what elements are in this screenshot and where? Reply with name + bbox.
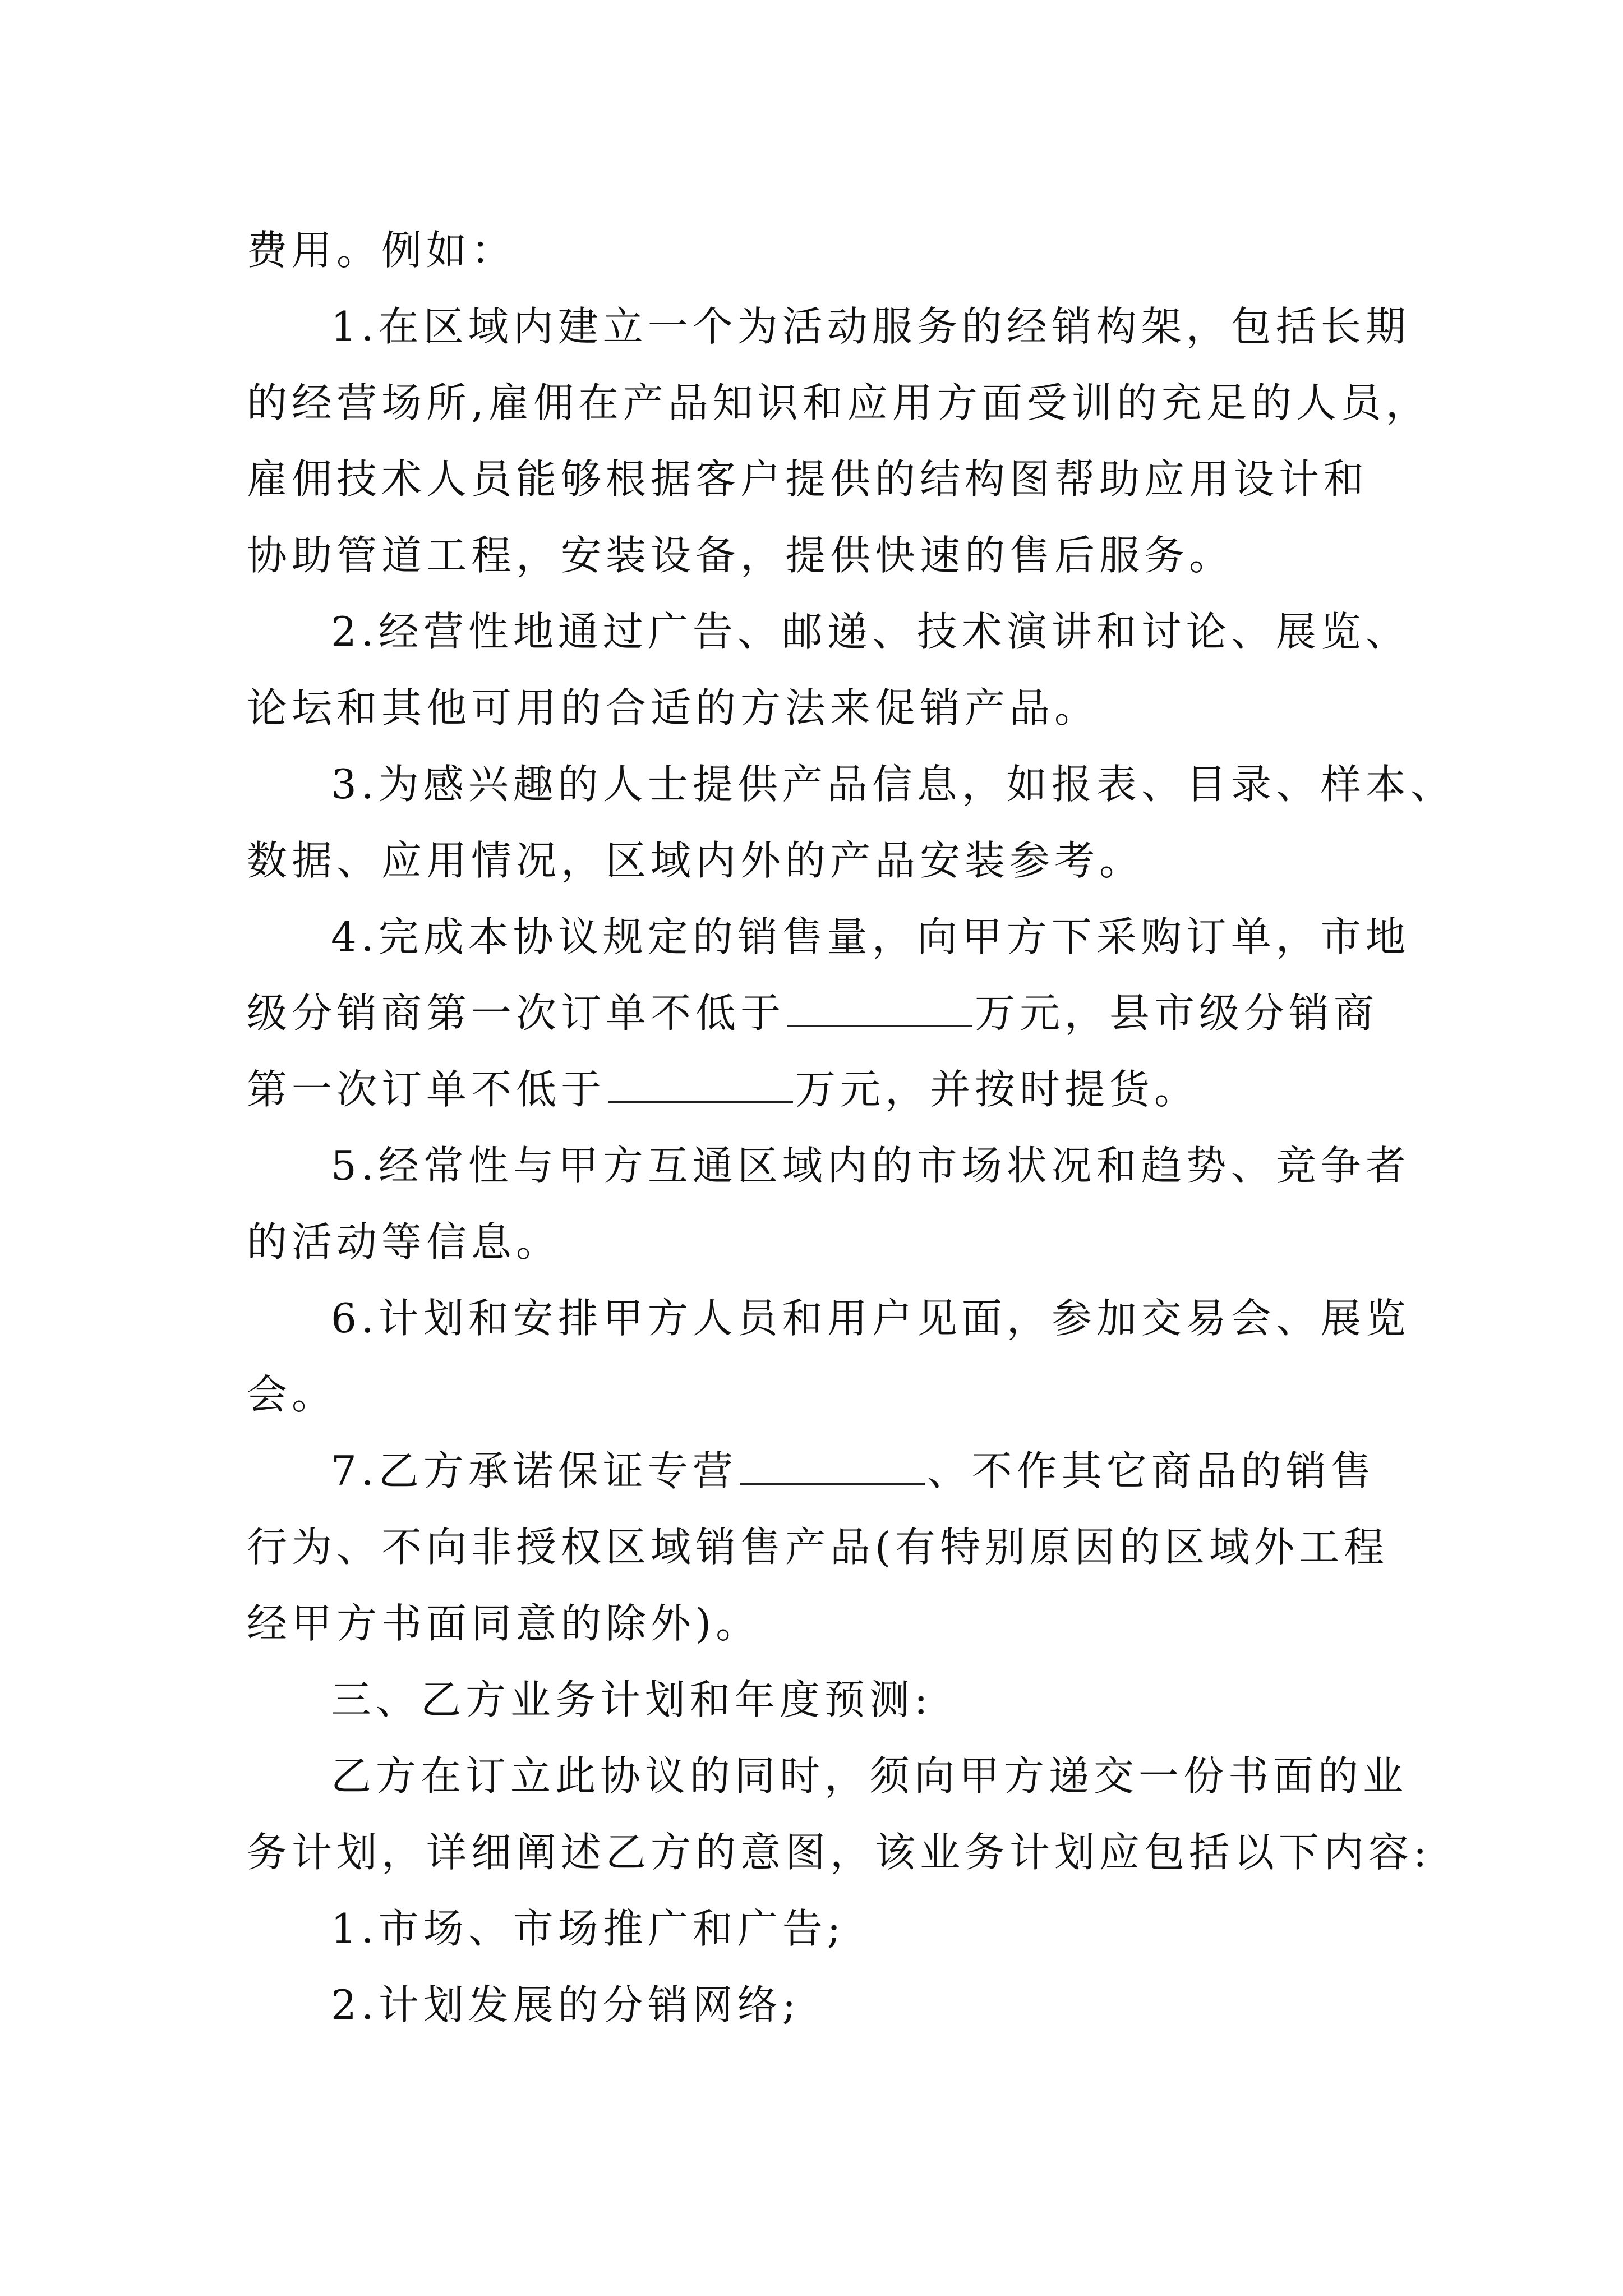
text-line: 经甲方书面同意的除外)。 (247, 1600, 761, 1647)
text-line: 数据、应用情况，区域内外的产品安装参考。 (247, 837, 1145, 884)
text-line: 的活动等信息。 (247, 1218, 561, 1266)
text-line: 的经营场所,雇佣在产品知识和应用方面受训的充足的人员， (247, 379, 1431, 426)
text-line: 协助管道工程，安装设备，提供快速的售后服务。 (247, 532, 1234, 579)
text-line: 2.计划发展的分销网络; (331, 1981, 800, 2028)
text-segment: 、不作其它商品的销售 (926, 1447, 1376, 1494)
text-line (247, 1051, 1391, 1128)
text-line: 4.完成本协议规定的销售量，向甲方下采购订单，市地 (331, 913, 1410, 960)
text-line: 务计划，详细阐述乙方的意图，该业务计划应包括以下内容: (247, 1829, 1432, 1876)
text-line: 3.为感兴趣的人士提供产品信息，如报表、目录、样本、 (331, 761, 1455, 808)
fill-in-blank (787, 1014, 972, 1027)
document-body (247, 212, 1455, 2043)
text-line: 2.经营性地通过广告、邮递、技术演讲和讨论、展览、 (331, 608, 1410, 655)
text-line: 1.在区域内建立一个为活动服务的经销构架，包括长期 (331, 303, 1410, 350)
text-line: 会。 (247, 1371, 337, 1418)
text-segment: 万元，县市级分销商 (975, 990, 1379, 1037)
text-line: 乙方在订立此协议的同时，须向甲方递交一份书面的业 (331, 1752, 1408, 1800)
text-segment: 7.乙方承诺保证专营 (331, 1447, 737, 1494)
text-segment: 万元，并按时提货。 (795, 1066, 1200, 1113)
text-line (247, 1433, 1391, 1509)
text-line: 1.市场、市场推广和广告; (331, 1905, 845, 1952)
fill-in-blank (608, 1090, 793, 1103)
text-line: 费用。例如： (247, 227, 517, 274)
text-line (247, 975, 1391, 1051)
text-line: 雇佣技术人员能够根据客户提供的结构图帮助应用设计和 (247, 455, 1369, 503)
fill-in-blank (740, 1471, 925, 1485)
text-segment: 第一次订单不低于 (247, 1066, 606, 1113)
text-line: 6.计划和安排甲方人员和用户见面，参加交易会、展览 (331, 1295, 1410, 1342)
text-segment: 级分销商第一次订单不低于 (247, 990, 786, 1037)
text-line: 论坛和其他可用的合适的方法来促销产品。 (247, 684, 1100, 731)
section-heading: 三、乙方业务计划和年度预测: (331, 1676, 933, 1723)
text-line: 行为、不向非授权区域销售产品(有特别原因的区域外工程 (247, 1524, 1389, 1571)
text-line: 5.经常性与甲方互通区域内的市场状况和趋势、竞争者 (331, 1142, 1410, 1189)
